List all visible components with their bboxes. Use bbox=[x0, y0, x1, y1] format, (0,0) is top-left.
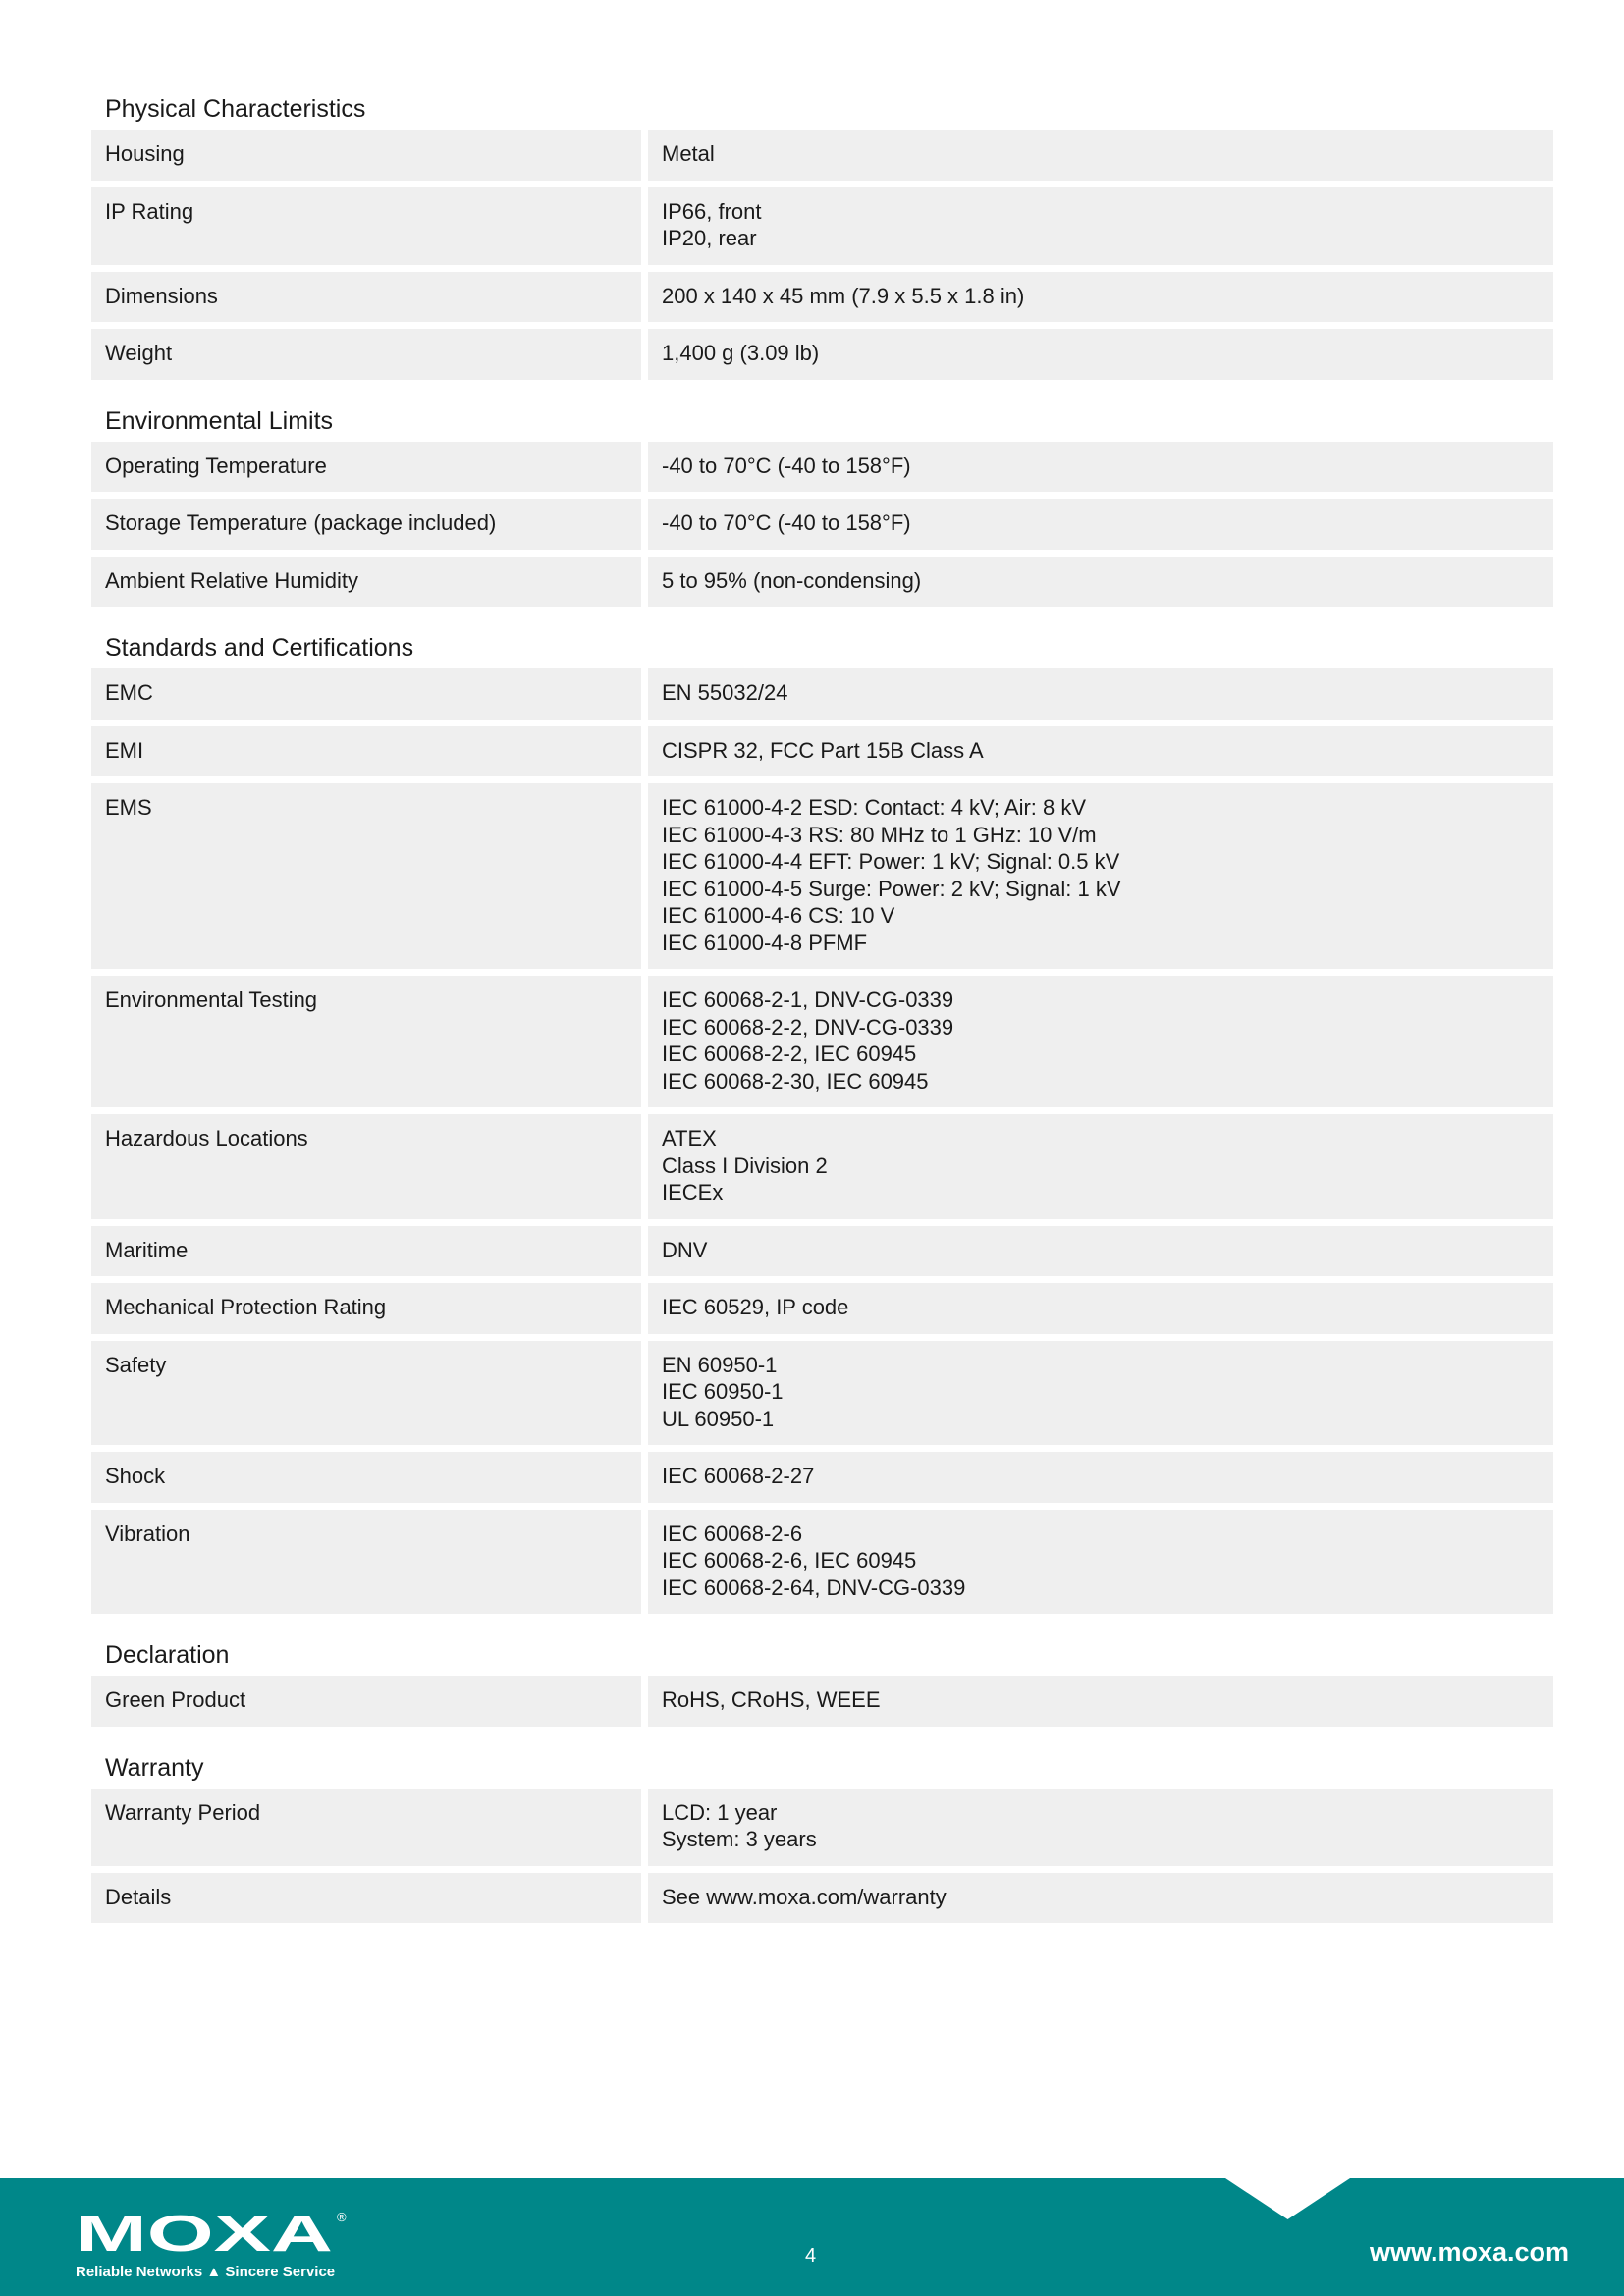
spec-label: Hazardous Locations bbox=[91, 1114, 641, 1219]
section-title: Declaration bbox=[105, 1641, 230, 1669]
spec-value-line: IEC 60068-2-6, IEC 60945 bbox=[662, 1548, 917, 1573]
spec-row bbox=[91, 726, 1553, 777]
spec-value bbox=[648, 1114, 1553, 1219]
spec-value-line: Metal bbox=[662, 141, 715, 166]
spec-value-line: Class I Division 2 bbox=[662, 1152, 828, 1178]
spec-label: EMI bbox=[91, 726, 641, 777]
svg-text:MOXA: MOXA bbox=[76, 2208, 333, 2257]
spec-value-line: IEC 61000-4-8 PFMF bbox=[662, 930, 868, 955]
spec-row bbox=[91, 1341, 1553, 1446]
spec-value-line: 200 x 140 x 45 mm (7.9 x 5.5 x 1.8 in) bbox=[662, 283, 1025, 308]
spec-value-line: IP20, rear bbox=[662, 226, 757, 250]
spec-value bbox=[648, 1873, 1553, 1924]
spec-value-line: UL 60950-1 bbox=[662, 1406, 775, 1431]
footer-website-link[interactable]: www.moxa.com bbox=[1369, 2237, 1569, 2267]
spec-value bbox=[648, 499, 1553, 550]
spec-value bbox=[648, 442, 1553, 493]
spec-row bbox=[91, 1114, 1553, 1219]
spec-value bbox=[648, 557, 1553, 608]
spec-value-line: IEC 60068-2-2, IEC 60945 bbox=[662, 1041, 917, 1066]
spec-label: Vibration bbox=[91, 1510, 641, 1615]
spec-value-line: ATEX bbox=[662, 1126, 717, 1150]
spec-row bbox=[91, 1873, 1553, 1924]
spec-label: Details bbox=[91, 1873, 641, 1924]
spec-row bbox=[91, 1676, 1553, 1727]
spec-value bbox=[648, 1510, 1553, 1615]
spec-row bbox=[91, 783, 1553, 969]
spec-label: Maritime bbox=[91, 1226, 641, 1277]
spec-value-line: IEC 61000-4-4 EFT: Power: 1 kV; Signal: 0.5 kV bbox=[662, 849, 1120, 874]
spec-row bbox=[91, 976, 1553, 1107]
spec-value bbox=[648, 187, 1553, 265]
spec-label: Shock bbox=[91, 1452, 641, 1503]
spec-value bbox=[648, 130, 1553, 181]
spec-value-line: DNV bbox=[662, 1237, 708, 1262]
spec-label: Safety bbox=[91, 1341, 641, 1446]
spec-label: Dimensions bbox=[91, 272, 641, 323]
spec-value-line: EN 60950-1 bbox=[662, 1352, 778, 1377]
spec-value bbox=[648, 783, 1553, 969]
spec-value bbox=[648, 1283, 1553, 1334]
spec-value-line: IEC 60068-2-1, DNV-CG-0339 bbox=[662, 988, 954, 1012]
spec-row bbox=[91, 557, 1553, 608]
spec-label: Environmental Testing bbox=[91, 976, 641, 1107]
spec-value bbox=[648, 329, 1553, 380]
spec-value-line: IEC 61000-4-5 Surge: Power: 2 kV; Signal: 1 kV bbox=[662, 876, 1121, 901]
spec-value bbox=[648, 1789, 1553, 1866]
page-number: 4 bbox=[805, 2245, 817, 2267]
spec-label: Mechanical Protection Rating bbox=[91, 1283, 641, 1334]
spec-label: Operating Temperature bbox=[91, 442, 641, 493]
spec-value-line: IEC 60068-2-2, DNV-CG-0339 bbox=[662, 1014, 954, 1040]
section-title: Standards and Certifications bbox=[105, 634, 414, 662]
spec-label: Ambient Relative Humidity bbox=[91, 557, 641, 608]
spec-row bbox=[91, 499, 1553, 550]
page-footer bbox=[0, 2178, 1624, 2296]
moxa-logo-wordmark bbox=[76, 2208, 351, 2257]
spec-value-line: IEC 61000-4-3 RS: 80 MHz to 1 GHz: 10 V/m bbox=[662, 822, 1097, 847]
spec-label: Storage Temperature (package included) bbox=[91, 499, 641, 550]
section-title: Environmental Limits bbox=[105, 406, 334, 435]
spec-row bbox=[91, 272, 1553, 323]
logo-tagline: Reliable Networks ▲ Sincere Service bbox=[76, 2264, 336, 2280]
spec-value-line: LCD: 1 year bbox=[662, 1799, 778, 1825]
spec-value-line: 1,400 g (3.09 lb) bbox=[662, 341, 820, 365]
spec-value-line: IEC 60068-2-27 bbox=[662, 1464, 815, 1488]
spec-row bbox=[91, 442, 1553, 493]
spec-row bbox=[91, 329, 1553, 380]
spec-value bbox=[648, 1226, 1553, 1277]
spec-content bbox=[91, 94, 1553, 1930]
spec-value-line: IEC 60068-2-30, IEC 60945 bbox=[662, 1068, 929, 1094]
spec-value bbox=[648, 726, 1553, 777]
spec-row bbox=[91, 187, 1553, 265]
footer-notch-decoration bbox=[1225, 2178, 1350, 2219]
spec-row bbox=[91, 130, 1553, 181]
spec-value-line: IP66, front bbox=[662, 198, 762, 224]
spec-value-line: -40 to 70°C (-40 to 158°F) bbox=[662, 510, 911, 535]
spec-value-line: See www.moxa.com/warranty bbox=[662, 1884, 947, 1909]
spec-value-line: IEC 60068-2-64, DNV-CG-0339 bbox=[662, 1575, 966, 1600]
spec-value bbox=[648, 1452, 1553, 1503]
spec-label: IP Rating bbox=[91, 187, 641, 265]
spec-value-line: IEC 60068-2-6 bbox=[662, 1521, 803, 1546]
spec-label: EMS bbox=[91, 783, 641, 969]
spec-value-line: 5 to 95% (non-condensing) bbox=[662, 567, 922, 593]
spec-label: Green Product bbox=[91, 1676, 641, 1727]
spec-row bbox=[91, 1226, 1553, 1277]
section-title: Physical Characteristics bbox=[105, 95, 366, 123]
spec-value bbox=[648, 1676, 1553, 1727]
spec-value bbox=[648, 976, 1553, 1107]
spec-value-line: IEC 61000-4-2 ESD: Contact: 4 kV; Air: 8 kV bbox=[662, 795, 1087, 820]
spec-value-line: -40 to 70°C (-40 to 158°F) bbox=[662, 453, 911, 478]
spec-label: Weight bbox=[91, 329, 641, 380]
spec-value-line: System: 3 years bbox=[662, 1827, 817, 1851]
spec-label: EMC bbox=[91, 668, 641, 720]
spec-value-line: IEC 60950-1 bbox=[662, 1379, 784, 1404]
section-title: Warranty bbox=[105, 1753, 204, 1782]
spec-row bbox=[91, 1510, 1553, 1615]
spec-row bbox=[91, 1452, 1553, 1503]
spec-value-line: CISPR 32, FCC Part 15B Class A bbox=[662, 737, 984, 763]
spec-label: Housing bbox=[91, 130, 641, 181]
spec-label: Warranty Period bbox=[91, 1789, 641, 1866]
spec-row bbox=[91, 1283, 1553, 1334]
spec-value bbox=[648, 1341, 1553, 1446]
spec-value-line: IEC 60529, IP code bbox=[662, 1295, 849, 1319]
spec-value-line: IECEx bbox=[662, 1180, 724, 1204]
spec-row bbox=[91, 1789, 1553, 1866]
spec-value-line: RoHS, CRoHS, WEEE bbox=[662, 1687, 881, 1712]
spec-row bbox=[91, 668, 1553, 720]
spec-value-line: EN 55032/24 bbox=[662, 680, 788, 705]
spec-value-line: IEC 61000-4-6 CS: 10 V bbox=[662, 903, 895, 928]
spec-value bbox=[648, 272, 1553, 323]
svg-text:®: ® bbox=[337, 2210, 347, 2224]
spec-value bbox=[648, 668, 1553, 720]
